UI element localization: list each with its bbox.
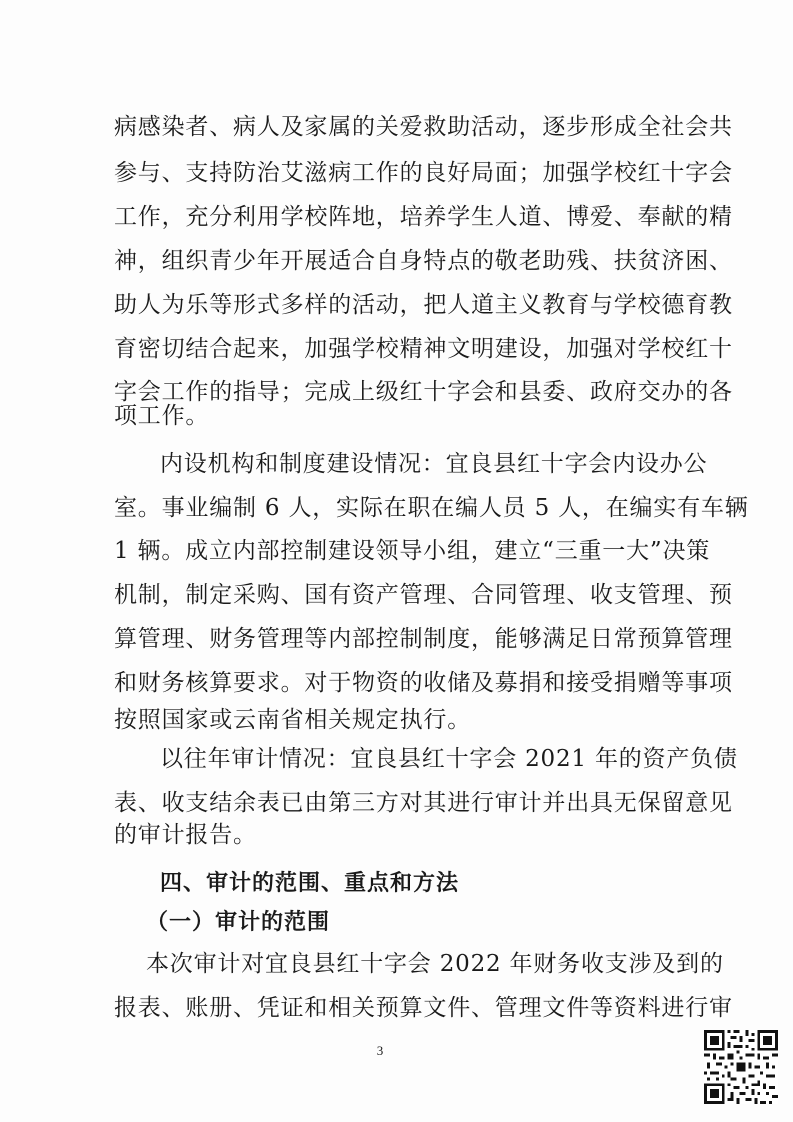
text-line-18: 的审计报告。 xyxy=(114,822,257,848)
page-number: 3 xyxy=(376,1043,384,1058)
text-line-22: 报表、账册、凭证和相关预算文件、管理文件等资料进行审 xyxy=(114,995,733,1021)
text-line-17: 表、收支结余表已由第三方对其进行审计并出具无保留意见 xyxy=(114,790,733,816)
text-line-2: 参与、支持防治艾滋病工作的良好局面；加强学校红十字会 xyxy=(114,160,733,186)
text-line-13: 算管理、财务管理等内部控制制度，能够满足日常预算管理 xyxy=(114,626,733,652)
paragraph-scope-start: 本次审计对宜良县红十字会 2022 年财务收支涉及到的 xyxy=(146,951,724,977)
text-line-1: 病感染者、病人及家属的关爱救助活动，逐步形成全社会共 xyxy=(114,114,733,140)
text-line-4: 神，组织青少年开展适合自身特点的敬老助残、扶贫济困、 xyxy=(114,248,733,274)
qr-code-icon xyxy=(704,1030,778,1104)
subsection-heading: （一）审计的范围 xyxy=(146,910,331,935)
paragraph-institution-start: 内设机构和制度建设情况：宜良县红十字会内设办公 xyxy=(160,451,708,477)
text-line-6: 育密切结合起来，加强学校精神文明建设，加强对学校红十 xyxy=(114,336,733,362)
text-line-15: 按照国家或云南省相关规定执行。 xyxy=(114,707,471,733)
paragraph-prior-audit-start: 以往年审计情况：宜良县红十字会 2021 年的资产负债 xyxy=(160,746,738,772)
text-line-8: 项工作。 xyxy=(114,403,210,429)
section-heading: 四、审计的范围、重点和方法 xyxy=(160,871,460,896)
text-line-14: 和财务核算要求。对于物资的收储及募捐和接受捐赠等事项 xyxy=(114,670,733,696)
text-line-3: 工作，充分利用学校阵地，培养学生人道、博爱、奉献的精 xyxy=(114,204,733,230)
text-line-5: 助人为乐等形式多样的活动，把人道主义教育与学校德育教 xyxy=(114,292,733,318)
text-line-10: 室。事业编制 6 人，实际在职在编人员 5 人，在编实有车辆 xyxy=(114,495,749,521)
text-line-12: 机制，制定采购、国有资产管理、合同管理、收支管理、预 xyxy=(114,582,733,608)
text-line-7: 字会工作的指导；完成上级红十字会和县委、政府交办的各 xyxy=(114,379,733,405)
text-line-11: 1 辆。成立内部控制建设领导小组，建立“三重一大”决策 xyxy=(114,538,711,564)
